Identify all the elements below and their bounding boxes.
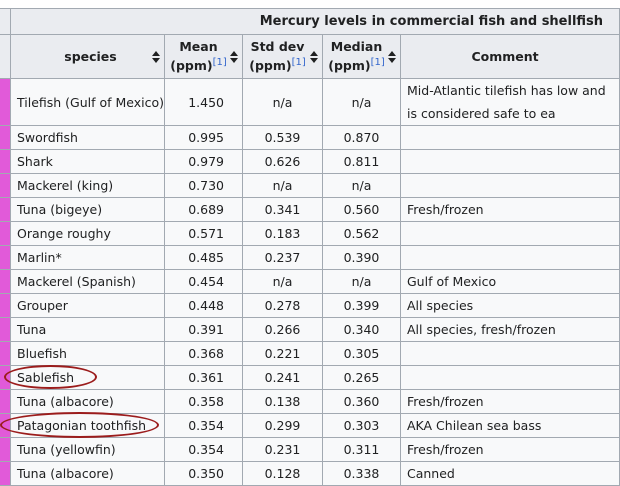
- row-color-bar: [0, 462, 11, 486]
- mean-cell: 0.391: [165, 318, 243, 342]
- mean-cell: 0.354: [165, 414, 243, 438]
- std-dev-column-header[interactable]: [243, 35, 323, 79]
- std-dev-cell: 0.341: [243, 198, 323, 222]
- header-color-spacer: [0, 35, 11, 79]
- mean-cell: 0.979: [165, 150, 243, 174]
- species-cell: Swordfish: [11, 126, 165, 150]
- comment-cell: [401, 342, 620, 366]
- row-color-bar: [0, 366, 11, 390]
- table-row: [0, 246, 620, 270]
- table-row: [0, 390, 620, 414]
- row-color-bar: [0, 270, 11, 294]
- mean-cell: 0.350: [165, 462, 243, 486]
- std-dev-unit-label: (ppm): [249, 58, 292, 74]
- mean-cell: 0.485: [165, 246, 243, 270]
- species-cell: Tuna (albacore): [11, 390, 165, 414]
- species-cell: Bluefish: [11, 342, 165, 366]
- std-dev-header-label: Std dev: [250, 38, 305, 54]
- species-cell: Tuna (albacore): [11, 462, 165, 486]
- table-row: [0, 342, 620, 366]
- sort-arrows-icon[interactable]: [230, 51, 238, 63]
- table-row: [0, 366, 620, 390]
- comment-cell: Canned: [401, 462, 620, 486]
- row-color-bar: [0, 198, 11, 222]
- median-cell: 0.390: [323, 246, 401, 270]
- row-color-bar: [0, 390, 11, 414]
- median-header-label: Median: [330, 38, 383, 54]
- mean-cell: 0.454: [165, 270, 243, 294]
- median-cell: n/a: [323, 174, 401, 198]
- species-cell: Grouper: [11, 294, 165, 318]
- reference-link[interactable]: [1]: [370, 56, 385, 68]
- table-row: [0, 318, 620, 342]
- species-header-label: species: [64, 48, 117, 64]
- table-row: [0, 174, 620, 198]
- comment-cell: [401, 366, 620, 390]
- row-color-bar: [0, 174, 11, 198]
- std-dev-cell: 0.183: [243, 222, 323, 246]
- std-dev-cell: 0.626: [243, 150, 323, 174]
- std-dev-cell: 0.266: [243, 318, 323, 342]
- comment-column-header[interactable]: [401, 35, 620, 79]
- comment-cell: Fresh/frozen: [401, 198, 620, 222]
- comment-cell: Fresh/frozen: [401, 438, 620, 462]
- mean-cell: 0.689: [165, 198, 243, 222]
- row-color-bar: [0, 294, 11, 318]
- species-column-header[interactable]: [11, 35, 165, 79]
- comment-cell: [401, 126, 620, 150]
- mean-cell: 0.448: [165, 294, 243, 318]
- median-cell: 0.303: [323, 414, 401, 438]
- species-cell: Sablefish: [11, 366, 165, 390]
- comment-cell: [401, 246, 620, 270]
- row-color-bar: [0, 222, 11, 246]
- reference-link[interactable]: [1]: [212, 56, 227, 68]
- median-cell: 0.399: [323, 294, 401, 318]
- mean-cell: 0.358: [165, 390, 243, 414]
- std-dev-cell: 0.237: [243, 246, 323, 270]
- mean-cell: 0.571: [165, 222, 243, 246]
- comment-header-label: Comment: [471, 48, 539, 64]
- std-dev-cell: 0.138: [243, 390, 323, 414]
- species-cell: Tilefish (Gulf of Mexico): [11, 79, 165, 126]
- species-cell: Tuna (bigeye): [11, 198, 165, 222]
- sort-arrows-icon[interactable]: [388, 51, 396, 63]
- comment-cell: [401, 222, 620, 246]
- comment-cell: [401, 150, 620, 174]
- row-color-bar: [0, 342, 11, 366]
- table-row: [0, 414, 620, 438]
- median-cell: 0.340: [323, 318, 401, 342]
- row-color-bar: [0, 150, 11, 174]
- species-cell: Patagonian toothfish: [11, 414, 165, 438]
- row-color-bar: [0, 414, 11, 438]
- comment-cell: [401, 174, 620, 198]
- mean-header-label: Mean: [179, 38, 218, 54]
- table-row: [0, 79, 620, 126]
- species-cell: Mackerel (Spanish): [11, 270, 165, 294]
- row-color-bar: [0, 79, 11, 126]
- median-column-header[interactable]: [323, 35, 401, 79]
- std-dev-cell: n/a: [243, 79, 323, 126]
- table-row: [0, 294, 620, 318]
- std-dev-cell: 0.299: [243, 414, 323, 438]
- std-dev-cell: 0.221: [243, 342, 323, 366]
- reference-link[interactable]: [1]: [291, 56, 306, 68]
- median-cell: 0.360: [323, 390, 401, 414]
- median-cell: 0.311: [323, 438, 401, 462]
- table-row: [0, 126, 620, 150]
- row-color-bar: [0, 438, 11, 462]
- median-cell: 0.338: [323, 462, 401, 486]
- std-dev-cell: 0.278: [243, 294, 323, 318]
- mercury-table: [0, 8, 620, 486]
- table-row: [0, 438, 620, 462]
- comment-cell: Mid-Atlantic tilefish has low and is considered safe to ea: [401, 79, 620, 126]
- std-dev-cell: 0.231: [243, 438, 323, 462]
- mean-column-header[interactable]: [165, 35, 243, 79]
- comment-cell: Gulf of Mexico: [401, 270, 620, 294]
- mean-cell: 1.450: [165, 79, 243, 126]
- std-dev-cell: 0.539: [243, 126, 323, 150]
- row-color-bar: [0, 318, 11, 342]
- median-cell: 0.562: [323, 222, 401, 246]
- table-row: [0, 222, 620, 246]
- sort-arrows-icon[interactable]: [310, 51, 318, 63]
- species-cell: Marlin*: [11, 246, 165, 270]
- std-dev-cell: 0.128: [243, 462, 323, 486]
- median-unit-label: (ppm): [328, 58, 371, 74]
- median-cell: n/a: [323, 270, 401, 294]
- mean-cell: 0.995: [165, 126, 243, 150]
- median-cell: 0.811: [323, 150, 401, 174]
- comment-cell: All species, fresh/frozen: [401, 318, 620, 342]
- mean-cell: 0.361: [165, 366, 243, 390]
- std-dev-cell: 0.241: [243, 366, 323, 390]
- comment-cell: All species: [401, 294, 620, 318]
- comment-cell: Fresh/frozen: [401, 390, 620, 414]
- species-cell: Tuna (yellowfin): [11, 438, 165, 462]
- mean-cell: 0.354: [165, 438, 243, 462]
- sort-arrows-icon[interactable]: [152, 51, 160, 63]
- median-cell: 0.560: [323, 198, 401, 222]
- table-row: [0, 198, 620, 222]
- mean-unit-label: (ppm): [170, 58, 213, 74]
- median-cell: n/a: [323, 79, 401, 126]
- species-cell: Orange roughy: [11, 222, 165, 246]
- species-cell: Tuna: [11, 318, 165, 342]
- table-caption: Mercury levels in commercial fish and shellfish: [11, 9, 620, 35]
- table-row: [0, 270, 620, 294]
- species-cell: Mackerel (king): [11, 174, 165, 198]
- table-row: [0, 462, 620, 486]
- mean-cell: 0.368: [165, 342, 243, 366]
- species-cell: Shark: [11, 150, 165, 174]
- median-cell: 0.870: [323, 126, 401, 150]
- table-row: [0, 150, 620, 174]
- row-color-bar: [0, 126, 11, 150]
- row-color-bar: [0, 246, 11, 270]
- header-color-spacer: [0, 9, 11, 35]
- median-cell: 0.305: [323, 342, 401, 366]
- mean-cell: 0.730: [165, 174, 243, 198]
- comment-cell: AKA Chilean sea bass: [401, 414, 620, 438]
- std-dev-cell: n/a: [243, 270, 323, 294]
- std-dev-cell: n/a: [243, 174, 323, 198]
- median-cell: 0.265: [323, 366, 401, 390]
